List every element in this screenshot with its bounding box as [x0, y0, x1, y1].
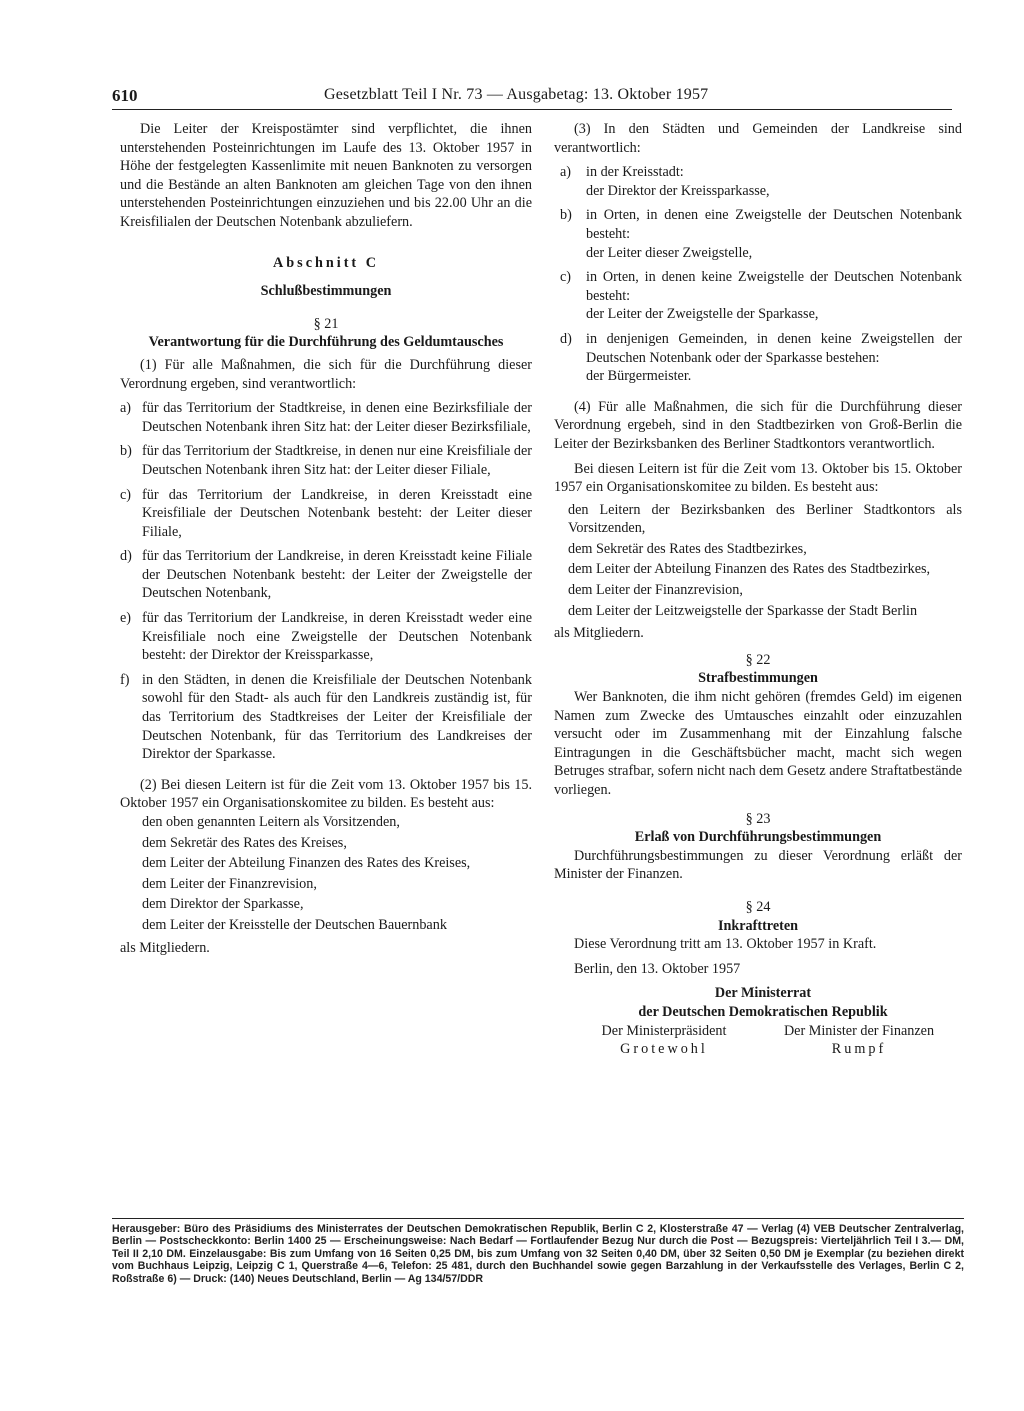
list-item-text: in denjenigen Gemeinden, in denen keine Zweigstellen der Deutschen Notenbank oder der Sparkasse bestehen: — [586, 330, 962, 366]
paragraph-21-section-4: (4) Für alle Maßnahmen, die sich für die Durchführung dieser Verordnung ergebeh, sind in den Stadtbezirken von Groß-Berlin die Leiter der Bezirksbanken des Berliner Stadtkontors verantwortlich. — [554, 398, 962, 452]
paragraph-21-section-4-committee: Bei diesen Leitern ist für die Zeit vom 13. Oktober bis 15. Oktober 1957 ein Organisationskomitee zu bilden. Es besteht aus: — [554, 460, 962, 496]
list-item-label: e) — [120, 610, 132, 627]
member-item: den Leitern der Bezirksbanken des Berliner Stadtkontors als Vorsitzenden, — [568, 501, 962, 537]
list-item-text: in den Städten, in denen die Kreisfiliale der Deutschen Notenbank sowohl für den Stadt- als auch für den Landkreis zuständig ist, für das Territorium des Stadtkreises der Leiter der Kreisfiliale der Deutschen Notenbank, für das Territorium des Landkreises der Direktor der Sparkasse. — [142, 671, 532, 763]
paragraph-24-title: Inkrafttreten — [717, 917, 799, 934]
section-heading: Abschnitt C — [273, 254, 379, 271]
list-item-text: für das Territorium der Landkreise, in deren Kreisstadt keine Filiale der Deutschen Notenbank besteht: der Leiter der Zweigstelle der Deutschen Notenbank, — [142, 548, 532, 602]
paragraph-22-text: Wer Banknoten, die ihm nicht gehören (fremdes Geld) im eigenen Namen zum Zwecke des Umtausches einzahlt oder einzuzahlen versucht oder im Zusammenhang mit der Einzahlung falsche Eintragungen in die Geschäftsbücher macht, macht sich wegen Betruges strafbar, sofern nicht nach dem Gesetz andere Straftatbestände vorliegen. — [554, 689, 962, 798]
list-item — [120, 609, 532, 665]
list-item — [120, 547, 532, 603]
member-item: dem Sekretär des Rates des Kreises, — [142, 834, 347, 851]
list-item-label: f) — [120, 671, 130, 688]
signature-left — [574, 1022, 754, 1059]
list-item-label: b) — [120, 443, 132, 460]
signature-right — [754, 1022, 964, 1059]
paragraph-21-section-2: (2) Bei diesen Leitern ist für die Zeit vom 13. Oktober 1957 bis 15. Oktober 1957 ein Organisationskomitee zu bilden. Es besteht aus: — [120, 776, 532, 812]
member-item: dem Leiter der Finanzrevision, — [142, 875, 317, 892]
council-name-line-1: Der Ministerrat — [714, 985, 812, 1002]
members-closing: als Mitgliedern. — [120, 939, 210, 956]
signature-block — [554, 1022, 962, 1060]
list-item — [120, 486, 532, 542]
paragraph-21-section-3: (3) In den Städten und Gemeinden der Landkreise sind verantwortlich: — [554, 121, 962, 156]
list-item-responsible: der Leiter dieser Zweigstelle, — [586, 244, 753, 261]
signatory-title: Der Ministerpräsident — [601, 1022, 727, 1039]
list-item-label: d) — [560, 330, 572, 347]
paragraph-22-title: Strafbestimmungen — [698, 670, 818, 687]
list-item-text: für das Territorium der Stadtkreise, in denen nur eine Kreisfiliale der Deutschen Notenbank ihren Sitz hat: der Leiter dieser Filiale, — [142, 443, 532, 478]
page-header — [112, 86, 952, 108]
signatory-name: Rumpf — [831, 1041, 887, 1058]
section-title: Schlußbestimmungen — [260, 283, 392, 300]
member-item: dem Sekretär des Rates des Stadtbezirkes, — [568, 540, 807, 557]
place-and-date: Berlin, den 13. Oktober 1957 — [574, 960, 741, 977]
list-item — [120, 671, 532, 764]
member-item: dem Leiter der Abteilung Finanzen des Rates des Stadtbezirkes, — [568, 561, 931, 578]
signatory-name: Grotewohl — [620, 1041, 708, 1058]
council-name-line-2: der Deutschen Demokratischen Republik — [638, 1003, 888, 1020]
paragraph-23-text: Durchführungsbestimmungen zu dieser Verordnung erläßt der Minister der Finanzen. — [554, 847, 962, 883]
list-item-text: in Orten, in denen keine Zweigstelle der Deutschen Notenbank besteht: — [586, 269, 962, 304]
list-item — [554, 268, 962, 324]
list-item-text: für das Territorium der Landkreise, in deren Kreisstadt eine Kreisfiliale der Deutschen Notenbank besteht: der Leiter dieser Filiale, — [142, 486, 532, 540]
list-item-responsible: der Bürgermeister. — [586, 368, 692, 385]
left-column — [120, 120, 532, 957]
member-item: dem Direktor der Sparkasse, — [142, 896, 304, 913]
member-item: dem Leiter der Leitzweigstelle der Sparkasse der Stadt Berlin — [568, 602, 918, 619]
paragraph-24-number: § 24 — [745, 898, 771, 915]
list-item — [554, 163, 962, 200]
intro-paragraph: Die Leiter der Kreispostämter sind verpflichtet, die ihnen unterstehenden Posteinrichtungen im Laufe des 13. Oktober 1957 in Höhe der festgelegten Kassenlimite mit neuen Banknoten zu versorgen und die Bestände an alten Banknoten am gleichen Tage von den ihnen unterstehenden Posteinrichtungen einzuziehen und bis 22.00 Uhr an die Kreisfilialen der Deutschen Notenbank abzuliefern. — [120, 121, 532, 230]
list-item-text: für das Territorium der Landkreise, in deren Kreisstadt weder eine Kreisfiliale noch eine Zweigstelle der Deutschen Notenbank besteht: der Direktor der Kreissparkasse, — [142, 610, 532, 664]
list-item — [120, 442, 532, 479]
right-column — [554, 120, 962, 1060]
list-item-text: für das Territorium der Stadtkreise, in denen eine Bezirksfiliale der Deutschen Notenbank ihren Sitz hat: der Leiter dieser Bezirksfiliale, — [142, 400, 532, 435]
header-rule — [112, 109, 952, 110]
member-item: dem Leiter der Kreisstelle der Deutschen Bauernbank — [142, 916, 447, 933]
list-item-label: c) — [560, 269, 572, 286]
paragraph-21-section-1: (1) Für alle Maßnahmen, die sich für die Durchführung dieser Verordnung ergeben, sind verantwortlich: — [120, 356, 532, 392]
list-item — [554, 206, 962, 262]
list-item-text: in Orten, in denen eine Zweigstelle der Deutschen Notenbank besteht: — [586, 207, 962, 242]
list-item-responsible: der Leiter der Zweigstelle der Sparkasse, — [586, 306, 819, 323]
members-closing: als Mitgliedern. — [554, 625, 644, 642]
page-number: 610 — [112, 86, 138, 105]
list-item — [554, 330, 962, 386]
paragraph-24-text: Diese Verordnung tritt am 13. Oktober 1957 in Kraft. — [574, 936, 877, 953]
paragraph-23-number: § 23 — [745, 810, 771, 827]
paragraph-21-number: § 21 — [313, 315, 339, 332]
list-item — [120, 399, 532, 436]
paragraph-23-title: Erlaß von Durchführungsbestimmungen — [634, 829, 882, 846]
member-item: dem Leiter der Finanzrevision, — [568, 582, 743, 599]
gazette-title: Gesetzblatt Teil I Nr. 73 — Ausgabetag: 13. Oktober 1957 — [324, 86, 709, 103]
list-item-responsible: der Direktor der Kreissparkasse, — [586, 182, 770, 199]
signatory-title: Der Minister der Finanzen — [783, 1022, 935, 1039]
list-item-label: b) — [560, 207, 572, 224]
paragraph-21-title: Verantwortung für die Durchführung des Geldumtausches — [148, 334, 504, 351]
member-item: den oben genannten Leitern als Vorsitzenden, — [142, 814, 400, 830]
list-item-label: c) — [120, 486, 132, 503]
list-item-label: d) — [120, 548, 132, 565]
list-item-label: a) — [560, 164, 572, 181]
list-item-text: in der Kreisstadt: — [586, 164, 684, 181]
member-item: dem Leiter der Abteilung Finanzen des Rates des Kreises, — [142, 855, 471, 872]
publisher-imprint: Herausgeber: Büro des Präsidiums des Ministerrates der Deutschen Demokratischen Republik, Berlin C 2, Klosterstraße 47 — Verlag (4) VEB Deutscher Zentralverlag, Berlin — Postscheckkonto: Berlin 1400 25 — Erscheinungsweise: Nach Bedarf — Fortlaufender Bezug Nur durch die Post — Bezugspreis: Vierteljährlich Teil I 3.— DM, Teil II 2,10 DM. Einzelausgabe: Bis zum Umfang von 16 Seiten 0,25 DM, bis zum Umfang von 32 Seiten 0,40 DM, über 32 Seiten 0,50 DM je Exemplar (zu beziehen direkt vom Buchhaus Leipzig, Leipzig C 1, Querstraße 4—6, Telefon: 25 481, durch den Buchhandel sowie gegen Barzahlung in der Verkaufsstelle des Verlages, Berlin C 2, Roßstraße 6) — Druck: (140) Neues Deutschland, Berlin — Ag 134/57/DDR — [112, 1218, 964, 1285]
paragraph-22-number: § 22 — [745, 651, 771, 668]
list-item-label: a) — [120, 400, 132, 417]
